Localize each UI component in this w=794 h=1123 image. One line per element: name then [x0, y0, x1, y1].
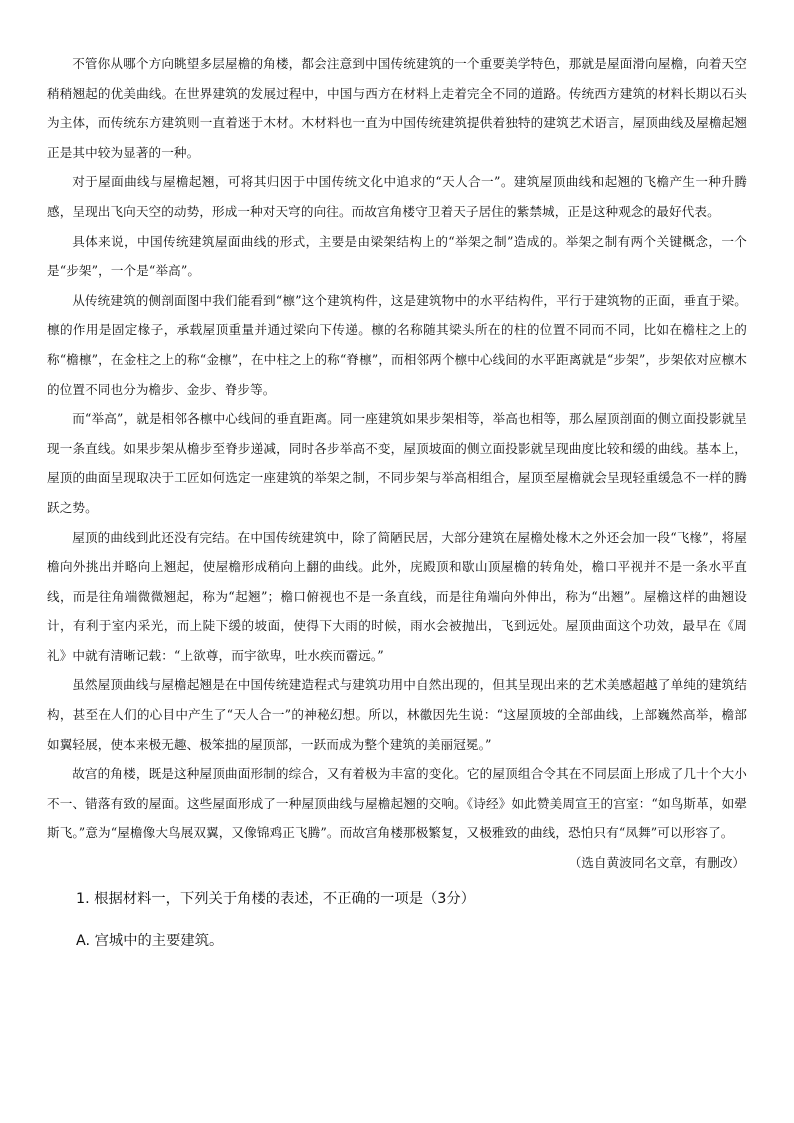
article-paragraph: 屋顶的曲线到此还没有完结。在中国传统建筑中，除了简陋民居，大部分建筑在屋檐处椽木之外还会加一段“飞椽”，将屋檐向外挑出并略向上翘起，使屋檐形成稍向上翻的曲线。此外，庑殿顶和歇山顶屋檐的转角处，檐口平视并不是一条水平直线，而是往角端微微翘起，称为“起翘”；檐口俯视也不是一条直线，而是往角端向外伸出，称为“出翘”。屋檐这样的曲翘设计，有利于室内采光，而上陡下缓的坡面，使得下大雨的时候，雨水会被抛出，飞到远处。屋顶曲面这个功效，最早在《周礼》中就有清晰记载：“上欲尊，而宇欲卑，吐水疾而霤远。”: [47, 529, 747, 663]
article-paragraph: 虽然屋顶曲线与屋檐起翘是在中国传统建造程式与建筑功用中自然出现的，但其呈现出来的艺术美感超越了单纯的建筑结构，甚至在人们的心目中产生了“天人合一”的神秘幻想。所以，林徽因先生说：“这屋顶坡的全部曲线，上部巍然高举，檐部如翼轻展，使本来极无趣、极笨拙的屋顶部，一跃而成为整个建筑的美丽冠冕。”: [47, 677, 747, 752]
article-paragraph: 具体来说，中国传统建筑屋面曲线的形式，主要是由梁架结构上的“举架之制”造成的。举架之制有两个关键概念，一个是“步架”，一个是“举高”。: [47, 233, 747, 279]
question-block: [47, 888, 747, 952]
article-body: [47, 49, 747, 878]
article-source-note: （选自黄波同名文章，有删改）: [568, 855, 745, 871]
article-paragraph: 从传统建筑的侧剖面图中我们能看到“檩”这个建筑构件，这是建筑物中的水平结构件，平行于建筑物的正面，垂直于梁。檩的作用是固定椽子，承载屋顶重量并通过梁向下传递。檩的名称随其梁头所在的柱的位置不同而不同，比如在檐柱之上的称“檐檩”，在金柱之上的称“金檩”，在中柱之上的称“脊檩”，而相邻两个檩中心线间的水平距离就是“步架”，步架依对应檩木的位置不同也分为檐步、金步、脊步等。: [47, 292, 747, 397]
question-prompt: 1. 根据材料一，下列关于角楼的表述，不正确的一项是（3分）: [76, 890, 475, 907]
answer-option-a[interactable]: A. 宫城中的主要建筑。: [76, 932, 224, 949]
article-paragraph: 对于屋面曲线与屋檐起翘，可将其归因于中国传统文化中追求的“天人合一”。建筑屋顶曲线和起翘的飞檐产生一种升腾感，呈现出飞向天空的动势，形成一种对天穹的向往。而故宫角楼守卫着天子居住的紫禁城，正是这种观念的最好代表。: [47, 174, 747, 219]
article-paragraph: 不管你从哪个方向眺望多层屋檐的角楼，都会注意到中国传统建筑的一个重要美学特色，那就是屋面滑向屋檐，向着天空稍稍翘起的优美曲线。在世界建筑的发展过程中，中国与西方在材料上走着完全不同的道路。传统西方建筑的材料长期以石头为主体，而传统东方建筑则一直着迷于木材。木材料也一直为中国传统建筑提供着独特的建筑艺术语言，屋顶曲线及屋檐起翘正是其中较为显著的一种。: [47, 56, 747, 160]
article-paragraph: 故宫的角楼，既是这种屋顶曲面形制的综合，又有着极为丰富的变化。它的屋顶组合令其在不同层面上形成了几十个大小不一、错落有致的屋面。这些屋面形成了一种屋顶曲线与屋檐起翘的交响。《诗经》如此赞美周宣王的宫室：“如鸟斯革，如翚斯飞。”意为“屋檐像大鸟展双翼，又像锦鸡正飞腾”。而故宫角楼那极繁复，又极雅致的曲线，恐怕只有“凤舞”可以形容了。: [47, 766, 747, 841]
article-paragraph: 而“举高”，就是相邻各檩中心线间的垂直距离。同一座建筑如果步架相等，举高也相等，那么屋顶剖面的侧立面投影就呈现一条直线。如果步架从檐步至脊步递减，同时各步举高不变，屋顶坡面的侧立面投影就呈现曲度比较和缓的曲线。基本上，屋顶的曲面呈现取决于工匠如何选定一座建筑的举架之制，不同步架与举高相组合，屋顶至屋檐就会呈现轻重缓急不一样的腾跃之势。: [47, 411, 747, 515]
